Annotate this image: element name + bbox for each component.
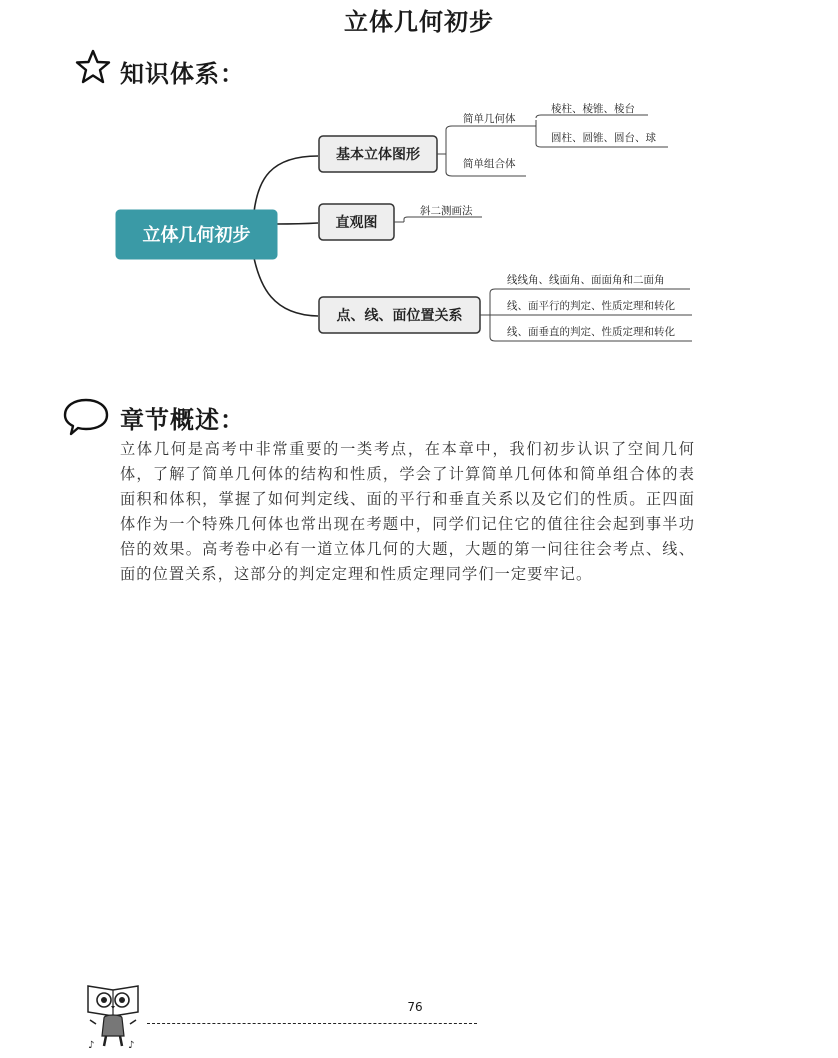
overview-paragraph: 立体几何是高考中非常重要的一类考点，在本章中，我们初步认识了空间几何体，了解了简单几何体的结构和性质，学会了计算简单几何体和简单组合体的表面积和体积，掌握了如何判定线、面的平行和垂直关系以及它们的性质。正四面体作为一个特殊几何体也常出现在考题中，同学们记住它的值往往会起到事半功倍的效果。高考卷中必有一道立体几何的大题，大题的第一问往往会考点、线、面的位置关系，这部分的判定定理和性质定理同学们一定要牢记。	[120, 440, 695, 583]
leaf-label: 线线角、线面角、面面角和二面角	[507, 274, 665, 286]
owl-reading-book-icon	[82, 980, 144, 1052]
branch-line	[254, 156, 318, 212]
branch-line	[254, 258, 318, 316]
mind-map	[0, 90, 838, 360]
leaf-label: 线、面垂直的判定、性质定理和转化	[507, 326, 675, 338]
leaf-label: 简单组合体	[463, 158, 516, 170]
star-outline-icon	[74, 48, 112, 86]
leaf-label: 圆柱、圆锥、圆台、球	[551, 132, 656, 144]
svg-text:♪: ♪	[128, 1040, 135, 1051]
branch-line	[276, 223, 318, 224]
leaf-label: 线、面平行的判定、性质定理和转化	[507, 300, 675, 312]
leaf-label: 简单几何体	[463, 113, 516, 125]
page-title: 立体几何初步	[344, 7, 494, 36]
root-label: 立体几何初步	[142, 225, 251, 246]
section-heading-knowledge: 知识体系：	[120, 59, 245, 88]
footer-dashed-line	[147, 1023, 477, 1024]
speech-bubble-icon	[62, 397, 110, 437]
branch-label: 直观图	[335, 215, 378, 231]
page-number: 76	[407, 1000, 423, 1014]
leaf-label: 棱柱、棱锥、棱台	[551, 103, 635, 115]
section-heading-overview: 章节概述：	[120, 405, 245, 434]
leaf-label: 斜二测画法	[420, 205, 473, 217]
branch-label: 基本立体图形	[336, 147, 420, 163]
branch-label: 点、线、面位置关系	[336, 308, 463, 324]
svg-text:♪: ♪	[88, 1040, 95, 1051]
